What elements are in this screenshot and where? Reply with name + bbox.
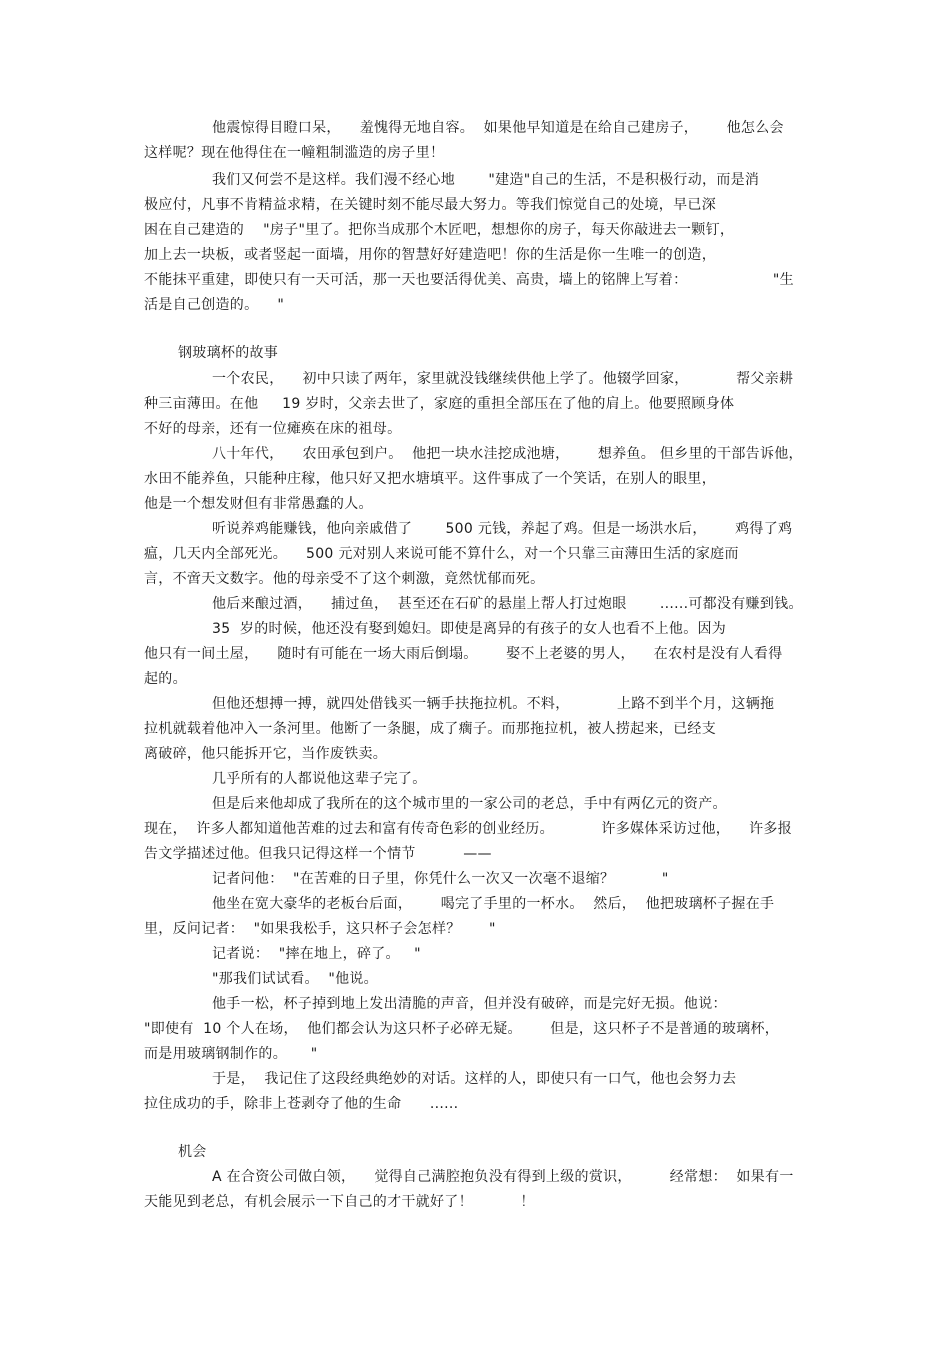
text-line: "那我们试试看。 "他说。 bbox=[212, 971, 378, 987]
text-line: 记者说： "摔在地上，碎了。 " bbox=[212, 946, 421, 962]
text-line: 天能见到老总，有机会展示一下自己的才干就好了！ ！ bbox=[144, 1194, 535, 1210]
text-line: A 在合资公司做白领， 觉得自己满腔抱负没有得到上级的赏识， 经常想： 如果有一 bbox=[212, 1169, 794, 1185]
text-line: 起的。 bbox=[144, 671, 187, 687]
text-line: 于是， 我记住了这段经典绝妙的对话。这样的人，即使只有一口气，他也会努力去 bbox=[212, 1071, 737, 1087]
text-line: 八十年代， 农田承包到户。 他把一块水洼挖成池塘， 想养鱼。 但乡里的干部告诉他， bbox=[212, 446, 803, 462]
text-line: 不能抹平重建，即使只有一天可活，那一天也要活得优美、高贵，墙上的铭牌上写着： "生 bbox=[144, 272, 794, 288]
text-line: 几乎所有的人都说他这辈子完了。 bbox=[212, 771, 427, 787]
text-line: 而是用玻璃钢制作的。 " bbox=[144, 1046, 318, 1062]
text-line: 困在自己建造的 "房子"里了。把你当成那个木匠吧，想想你的房子，每天你敲进去一颗钉， bbox=[144, 222, 735, 238]
text-line: 一个农民， 初中只读了两年，家里就没钱继续供他上学了。他辍学回家， 帮父亲耕 bbox=[212, 371, 794, 387]
text-line: 他震惊得目瞪口呆， 羞愧得无地自容。 如果他早知道是在给自己建房子， 他怎么会 bbox=[212, 120, 784, 136]
text-line: 拉住成功的手，除非上苍剥夺了他的生命 ...... bbox=[144, 1096, 459, 1112]
text-line: 水田不能养鱼，只能种庄稼，他只好又把水塘填平。这件事成了一个笑话，在别人的眼里， bbox=[144, 471, 716, 487]
text-line: 听说养鸡能赚钱，他向亲戚借了 500 元钱，养起了鸡。但是一场洪水后， 鸡得了鸡 bbox=[212, 521, 793, 537]
text-line: 但他还想搏一搏，就四处借钱买一辆手扶拖拉机。不料， 上路不到半个月，这辆拖 bbox=[212, 696, 775, 712]
text-line: 不好的母亲，还有一位瘫痪在床的祖母。 bbox=[144, 421, 402, 437]
text-line: 离破碎，他只能拆开它，当作废铁卖。 bbox=[144, 746, 388, 762]
text-line: 里，反问记者： "如果我松手，这只杯子会怎样？ " bbox=[144, 921, 496, 937]
text-line: 他后来酿过酒， 捕过鱼， 甚至还在石矿的悬崖上帮人打过炮眼 ......可都没有赚到钱。 bbox=[212, 596, 803, 612]
text-line: 加上去一块板，或者竖起一面墙，用你的智慧好好建造吧！你的生活是你一生唯一的创造， bbox=[144, 247, 716, 263]
text-line: 这样呢？现在他得住在一幢粗制滥造的房子里！ bbox=[144, 145, 445, 161]
text-line: "即使有 10 个人在场， 他们都会认为这只杯子必碎无疑。 但是，这只杯子不是普通的玻璃杯， bbox=[144, 1021, 780, 1037]
section-heading: 钢玻璃杯的故事 bbox=[178, 345, 279, 361]
text-line: 记者问他： "在苦难的日子里，你凭什么一次又一次毫不退缩？ " bbox=[212, 871, 669, 887]
text-line: 但是后来他却成了我所在的这个城市里的一家公司的老总，手中有两亿元的资产。 bbox=[212, 796, 727, 812]
text-line: 极应付，凡事不肯精益求精，在关键时刻不能尽最大努力。等我们惊觉自己的处境，早已深 bbox=[144, 197, 716, 213]
text-line: 种三亩薄田。在他 19 岁时，父亲去世了，家庭的重担全部压在了他的肩上。他要照顾身体 bbox=[144, 396, 735, 412]
text-line: 我们又何尝不是这样。我们漫不经心地 "建造"自己的生活，不是积极行动，而是消 bbox=[212, 172, 760, 188]
text-line: 言，不啻天文数字。他的母亲受不了这个刺激，竟然忧郁而死。 bbox=[144, 571, 545, 587]
text-line: 他手一松，杯子掉到地上发出清脆的声音，但并没有破碎，而是完好无损。他说： bbox=[212, 996, 727, 1012]
text-line: 35 岁的时候，他还没有娶到媳妇。即使是离异的有孩子的女人也看不上他。因为 bbox=[212, 621, 727, 637]
section-heading: 机会 bbox=[178, 1144, 207, 1160]
text-line: 他只有一间土屋， 随时有可能在一场大雨后倒塌。 娶不上老婆的男人， 在农村是没有人看得 bbox=[144, 646, 783, 662]
text-line: 拉机就载着他冲入一条河里。他断了一条腿，成了瘸子。而那拖拉机，被人捞起来，已经支 bbox=[144, 721, 716, 737]
text-line: 告文学描述过他。但我只记得这样一个情节 —— bbox=[144, 846, 492, 862]
text-line: 现在， 许多人都知道他苦难的过去和富有传奇色彩的创业经历。 许多媒体采访过他， 许多报 bbox=[144, 821, 792, 837]
text-line: 活是自己创造的。 " bbox=[144, 297, 285, 313]
text-line: 瘟，几天内全部死光。 500 元对别人来说可能不算什么，对一个只靠三亩薄田生活的家庭而 bbox=[144, 546, 739, 562]
text-line: 他是一个想发财但有非常愚蠢的人。 bbox=[144, 496, 373, 512]
text-line: 他坐在宽大豪华的老板台后面， 喝完了手里的一杯水。 然后， 他把玻璃杯子握在手 bbox=[212, 896, 775, 912]
